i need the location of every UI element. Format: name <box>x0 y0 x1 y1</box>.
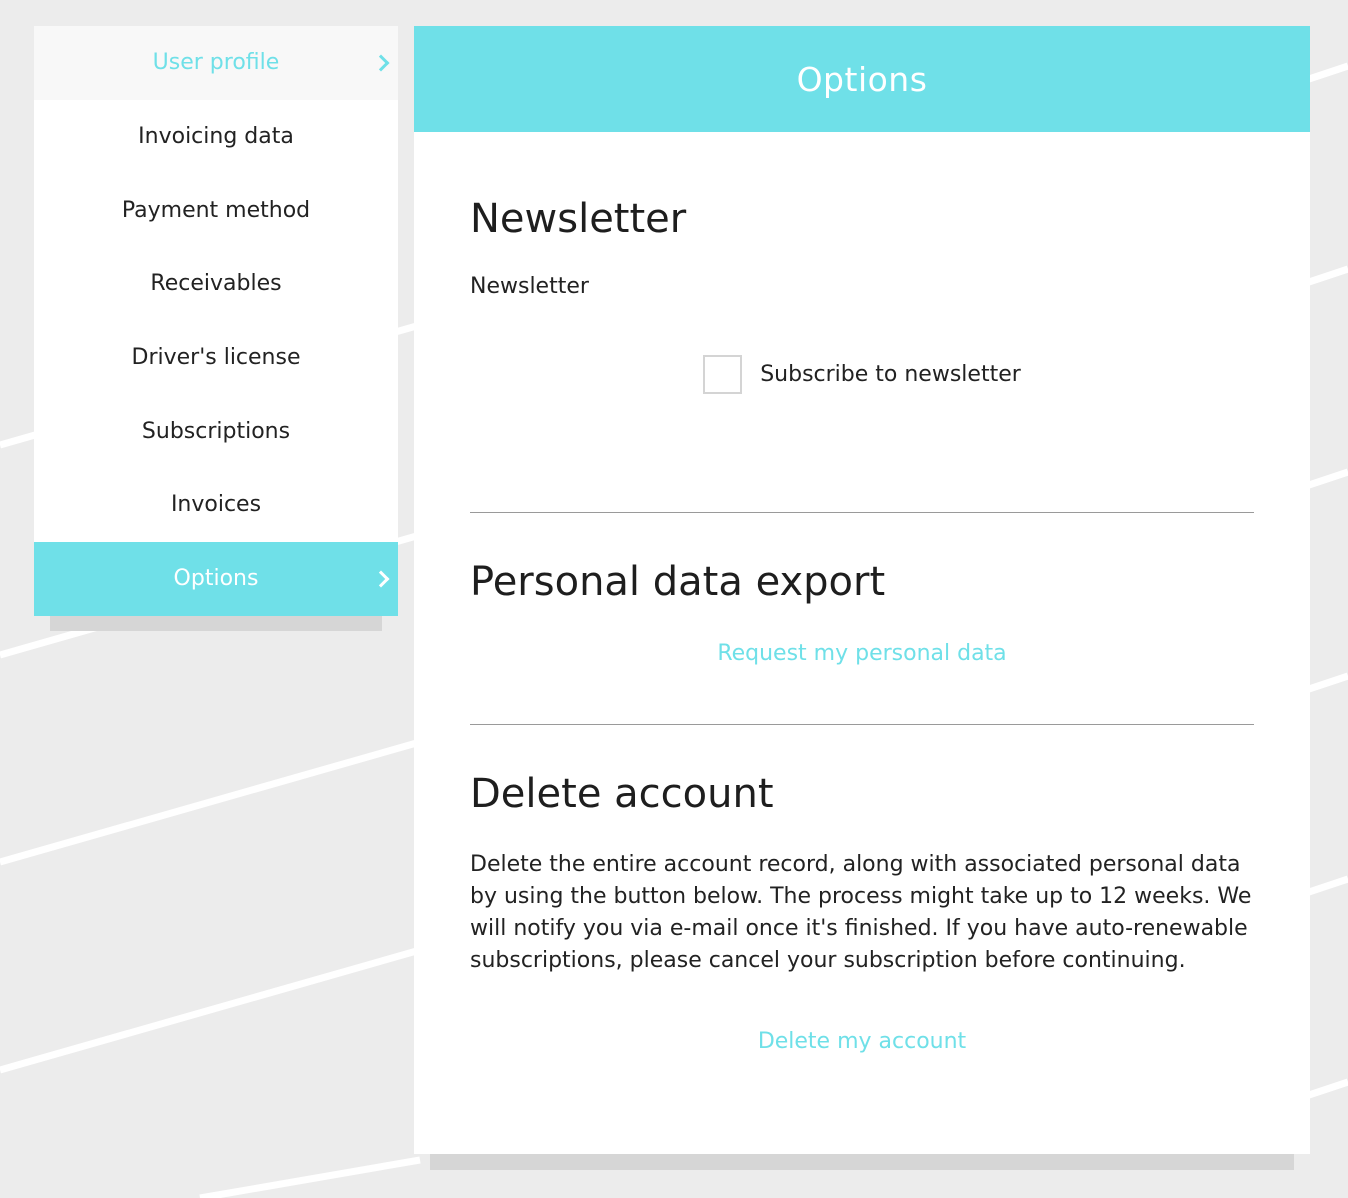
delete-account-link[interactable]: Delete my account <box>757 1029 967 1054</box>
sidebar-item-label: Invoices <box>170 492 262 518</box>
export-section-title: Personal data export <box>470 559 886 605</box>
chevron-right-icon <box>373 570 390 587</box>
sidebar-item-options[interactable] <box>34 542 398 616</box>
panel-content <box>414 196 1310 1054</box>
sidebar-item-receivables[interactable] <box>34 247 398 321</box>
delete-account-description: Delete the entire account record, along with associated personal data by using the button below. The process might take up to 12 weeks. We will notify you via e-mail once it's finished. If you have auto-renewable subscriptions, please cancel your subscription before continuing. <box>470 852 1252 973</box>
chevron-right-icon <box>373 54 390 71</box>
newsletter-field-label: Newsletter <box>470 274 589 299</box>
sidebar-item-label: Options <box>173 566 259 592</box>
sidebar-item-subscriptions[interactable] <box>34 394 398 468</box>
delete-section-title: Delete account <box>470 771 774 817</box>
sidebar-item-invoices[interactable] <box>34 468 398 542</box>
sidebar-item-user-profile[interactable] <box>34 26 398 100</box>
section-divider <box>470 724 1254 725</box>
options-panel <box>414 26 1310 1154</box>
sidebar-item-payment-method[interactable] <box>34 173 398 247</box>
sidebar-item-label: User profile <box>152 50 280 76</box>
sidebar-item-label: Invoicing data <box>138 124 294 150</box>
sidebar-item-drivers-license[interactable] <box>34 321 398 395</box>
subscribe-newsletter-checkbox[interactable] <box>703 355 742 394</box>
request-personal-data-link[interactable]: Request my personal data <box>717 641 1007 666</box>
section-divider <box>470 512 1254 513</box>
newsletter-checkbox-row[interactable] <box>470 355 1254 394</box>
subscribe-newsletter-label[interactable]: Subscribe to newsletter <box>760 362 1021 387</box>
sidebar-nav <box>34 26 398 616</box>
sidebar-item-label: Receivables <box>150 271 282 297</box>
sidebar-item-label: Subscriptions <box>141 418 291 444</box>
page-title: Options <box>796 59 928 99</box>
newsletter-section-title: Newsletter <box>470 196 687 242</box>
sidebar-item-label: Driver's license <box>131 345 301 371</box>
sidebar-item-label: Payment method <box>121 197 311 223</box>
panel-header <box>414 26 1310 132</box>
sidebar-item-invoicing-data[interactable] <box>34 100 398 174</box>
